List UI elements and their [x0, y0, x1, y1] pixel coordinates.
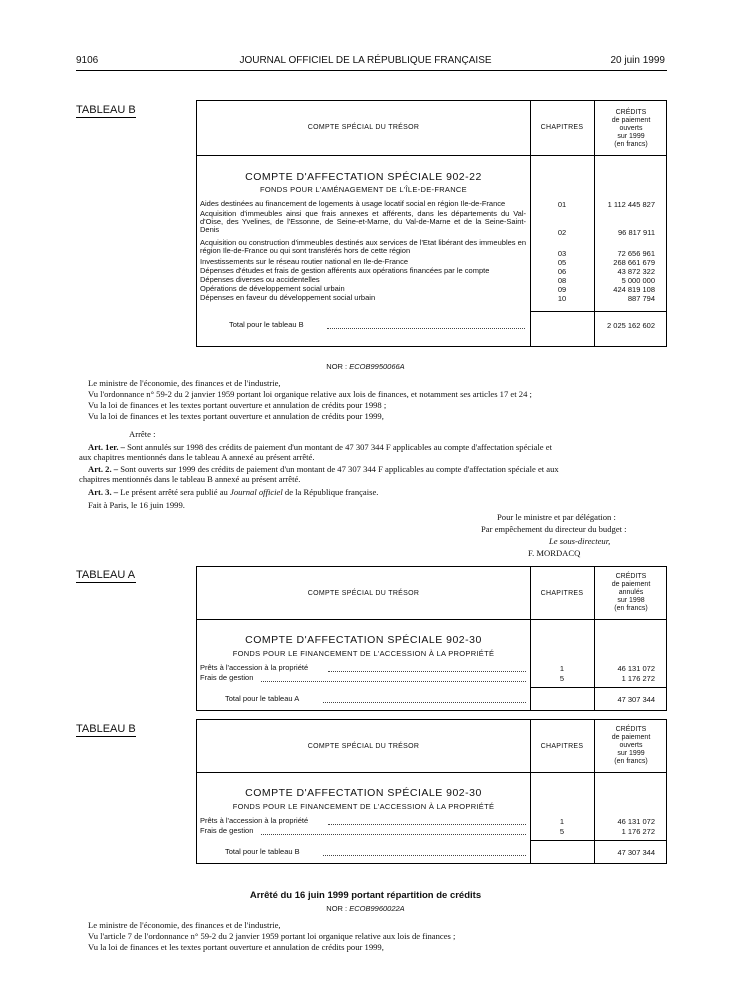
table-row-amount: 72 656 961 — [617, 249, 655, 258]
table3 — [196, 719, 667, 864]
table-row-label: Dépenses d'études et frais de gestion afférents aux opérations financées par le compte — [200, 267, 490, 275]
decree1-fait: Fait à Paris, le 16 juin 1999. — [88, 500, 185, 510]
table1-total-label: Total pour le tableau B — [229, 320, 304, 329]
signature-line2: Par empêchement du directeur du budget : — [481, 524, 627, 534]
decree2-para: Vu la loi de finances et les textes portant ouverture et annulation de crédits pour 1999, — [88, 942, 384, 952]
table-row-chapter: 5 — [559, 674, 565, 683]
table-row-amount: 268 661 679 — [613, 258, 655, 267]
table1 — [196, 100, 667, 347]
table-row-label: Frais de gestion — [200, 673, 254, 682]
table2-total-leader — [323, 702, 526, 703]
table-row-chapter: 5 — [559, 827, 565, 836]
credits-line: de paiement — [611, 117, 651, 124]
table3-header-divider — [197, 772, 666, 773]
table2-label: TABLEAU A — [76, 569, 136, 581]
table1-section-title: COMPTE D'AFFECTATION SPÉCIALE 902-22 — [245, 171, 482, 183]
decree1-para: Le ministre de l'économie, des finances et de l'industrie, — [88, 378, 281, 388]
credits-line: de paiement — [611, 734, 651, 741]
table2-total-divider-chap — [530, 687, 666, 688]
decree1-para: Vu la loi de finances et les textes portant ouverture et annulation de crédits pour 1999, — [88, 411, 384, 421]
header-date: 20 juin 1999 — [610, 55, 665, 66]
header-rule — [76, 70, 667, 71]
table1-total-divider-chap — [530, 311, 666, 312]
table-row-amount: 46 131 072 — [617, 817, 655, 826]
signature-line3: Le sous-directeur, — [549, 536, 611, 546]
decree1-art3 — [88, 487, 378, 497]
table3-total-divider-chap — [530, 840, 666, 841]
decree1-nor — [0, 362, 731, 371]
table-row-chapter: 10 — [557, 294, 567, 303]
decree1-arrete: Arrête : — [129, 429, 156, 439]
row-leader — [261, 834, 526, 835]
table2-col-chapters: CHAPITRES — [540, 590, 584, 597]
table2-col-account: COMPTE SPÉCIAL DU TRÉSOR — [307, 590, 420, 597]
decree1-para: Vu la loi de finances et les textes portant ouverture et annulation de crédits pour 1998 ; — [88, 400, 387, 410]
decree2-nor — [0, 904, 731, 913]
table-row-chapter: 08 — [557, 276, 567, 285]
credits-line: de paiement — [611, 581, 651, 588]
journal-title: JOURNAL OFFICIEL DE LA RÉPUBLIQUE FRANÇAISE — [239, 55, 492, 66]
table-row-amount: 5 000 000 — [621, 276, 655, 285]
table2-section-subtitle: FONDS POUR LE FINANCEMENT DE L'ACCESSION À LA PROPRIÉTÉ — [232, 649, 495, 658]
table-row-chapter: 02 — [557, 228, 567, 237]
table-row-amount: 46 131 072 — [617, 664, 655, 673]
table2-total-amount: 47 307 344 — [617, 695, 655, 704]
table3-col-account: COMPTE SPÉCIAL DU TRÉSOR — [307, 743, 420, 750]
row-leader — [261, 681, 526, 682]
table-row-chapter: 06 — [557, 267, 567, 276]
credits-line: (en francs) — [614, 605, 648, 612]
decree1-para: Vu l'ordonnance n° 59-2 du 2 janvier 1959 portant loi organique relative aux lois de finances, et notamment ses articles 17 et 24 ; — [88, 389, 532, 399]
decree2-para: Le ministre de l'économie, des finances et de l'industrie, — [88, 920, 281, 930]
decree1-art2-cont: chapitres mentionnés dans le tableau B annexé au présent arrêté. — [79, 474, 301, 484]
table-row-label: Investissements sur le réseau routier national en Ile-de-France — [200, 258, 409, 266]
table-row-amount: 96 817 911 — [618, 228, 655, 237]
art2-text: Sont ouverts sur 1999 des crédits de paiement d'un montant de 47 307 344 F applicables au compte d'affectation spéciale et aux — [120, 464, 559, 474]
table3-total-amount: 47 307 344 — [617, 848, 655, 857]
art1-heading: Art. 1er. – — [88, 442, 125, 452]
table3-section-title: COMPTE D'AFFECTATION SPÉCIALE 902-30 — [245, 787, 482, 799]
credits-line: CRÉDITS — [615, 726, 647, 733]
nor-label: NOR : — [326, 362, 348, 371]
table2 — [196, 566, 667, 711]
table-row-chapter: 03 — [557, 249, 567, 258]
table-row-chapter: 1 — [559, 817, 565, 826]
credits-line: sur 1998 — [617, 597, 645, 604]
table1-total-leader — [327, 328, 525, 329]
table2-total-label: Total pour le tableau A — [225, 694, 300, 703]
table-row-label: Acquisition d'immeubles ainsi que frais annexes et afférents, dans les départements du Val-d'Oise, des Yvelines, de l'Essonne, de Seine-et-Marne, du Val-de-Marne et de la Seine-Saint-Denis — [200, 210, 526, 234]
nor-code: ECOB9960022A — [349, 904, 405, 913]
table1-col-chapters: CHAPITRES — [540, 124, 584, 131]
table2-header-divider — [197, 619, 666, 620]
table3-total-label: Total pour le tableau B — [225, 847, 300, 856]
table-row-amount: 887 794 — [627, 294, 655, 303]
credits-line: sur 1999 — [617, 133, 645, 140]
signature-name: F. MORDACQ — [528, 548, 581, 558]
table-row-chapter: 01 — [557, 200, 567, 209]
table3-total-leader — [323, 855, 526, 856]
art2-heading: Art. 2. – — [88, 464, 119, 474]
art3-journal: Journal officiel — [230, 487, 283, 497]
table3-col-credits — [594, 726, 668, 766]
table-row-amount: 1 176 272 — [621, 674, 655, 683]
art3-text-post: de la République française. — [284, 487, 379, 497]
table1-section-subtitle: FONDS POUR L'AMÉNAGEMENT DE L'ÎLE-DE-FRANCE — [260, 185, 467, 194]
art3-heading: Art. 3. – — [88, 487, 119, 497]
art1-text: Sont annulés sur 1998 des crédits de paiement d'un montant de 47 307 344 F applicables au compte d'affectation spéciale et — [127, 442, 552, 452]
decree2-title: Arrêté du 16 juin 1999 portant répartition de crédits — [249, 890, 482, 901]
table1-col-account: COMPTE SPÉCIAL DU TRÉSOR — [307, 124, 420, 131]
decree1-art1 — [88, 442, 552, 452]
table-row-amount: 1 112 445 827 — [607, 200, 655, 209]
table-row-label: Frais de gestion — [200, 826, 254, 835]
table-row-amount: 1 176 272 — [621, 827, 655, 836]
table-row-chapter: 09 — [557, 285, 567, 294]
table-row-chapter: 1 — [559, 664, 565, 673]
table-row-label: Prêts à l'accession à la propriété — [200, 663, 309, 672]
table-row-amount: 424 819 108 — [613, 285, 655, 294]
table-row-label: Acquisition ou construction d'immeubles destinés aux services de l'Etat libérant des immeubles en région Ile-de-France ou qui sont transférés hors de cette région — [200, 239, 526, 255]
table3-section-subtitle: FONDS POUR LE FINANCEMENT DE L'ACCESSION À LA PROPRIÉTÉ — [232, 802, 495, 811]
table1-label: TABLEAU B — [76, 104, 136, 116]
decree1-art2 — [88, 464, 559, 474]
table1-label-underline — [76, 117, 136, 118]
table2-label-underline — [76, 582, 136, 583]
table-row-label: Dépenses en faveur du développement social urbain — [200, 294, 376, 302]
table3-label-underline — [76, 736, 136, 737]
credits-line: CRÉDITS — [615, 573, 647, 580]
table2-section-title: COMPTE D'AFFECTATION SPÉCIALE 902-30 — [245, 634, 482, 646]
table2-col-divider-1 — [530, 567, 531, 710]
table-row-label: Dépenses diverses ou accidentelles — [200, 276, 320, 284]
table2-col-credits — [594, 573, 668, 613]
signature-line1: Pour le ministre et par délégation : — [497, 512, 616, 522]
decree1-art1-cont: aux chapitres mentionnés dans le tableau A annexé au présent arrêté. — [79, 452, 315, 462]
table1-header-divider — [197, 155, 666, 156]
row-leader — [328, 824, 526, 825]
decree2-para: Vu l'article 7 de l'ordonnance n° 59-2 du 2 janvier 1959 portant loi organique relative aux lois de finances ; — [88, 931, 456, 941]
credits-line: CRÉDITS — [615, 109, 647, 116]
nor-code: ECOB9950066A — [349, 362, 405, 371]
credits-line: annulés — [618, 589, 644, 596]
nor-label: NOR : — [326, 904, 348, 913]
art3-text-pre: Le présent arrêté sera publié au — [120, 487, 228, 497]
credits-line: sur 1999 — [617, 750, 645, 757]
page-number: 9106 — [76, 55, 99, 66]
table1-col-divider-1 — [530, 101, 531, 346]
table-row-chapter: 05 — [557, 258, 567, 267]
credits-line: (en francs) — [614, 141, 648, 148]
credits-line: ouverts — [619, 125, 643, 132]
row-leader — [328, 671, 526, 672]
table-row-label: Opérations de développement social urbain — [200, 285, 345, 293]
table1-total-amount: 2 025 162 602 — [607, 321, 655, 330]
credits-line: ouverts — [619, 742, 643, 749]
table-row-label: Aides destinées au financement de logements à usage locatif social en région Ile-de-France — [200, 200, 506, 208]
table3-col-chapters: CHAPITRES — [540, 743, 584, 750]
credits-line: (en francs) — [614, 758, 648, 765]
table-row-amount: 43 872 322 — [617, 267, 655, 276]
table3-col-divider-1 — [530, 720, 531, 863]
table3-label: TABLEAU B — [76, 723, 136, 735]
table1-col-credits — [594, 109, 668, 149]
table-row-label: Prêts à l'accession à la propriété — [200, 816, 309, 825]
